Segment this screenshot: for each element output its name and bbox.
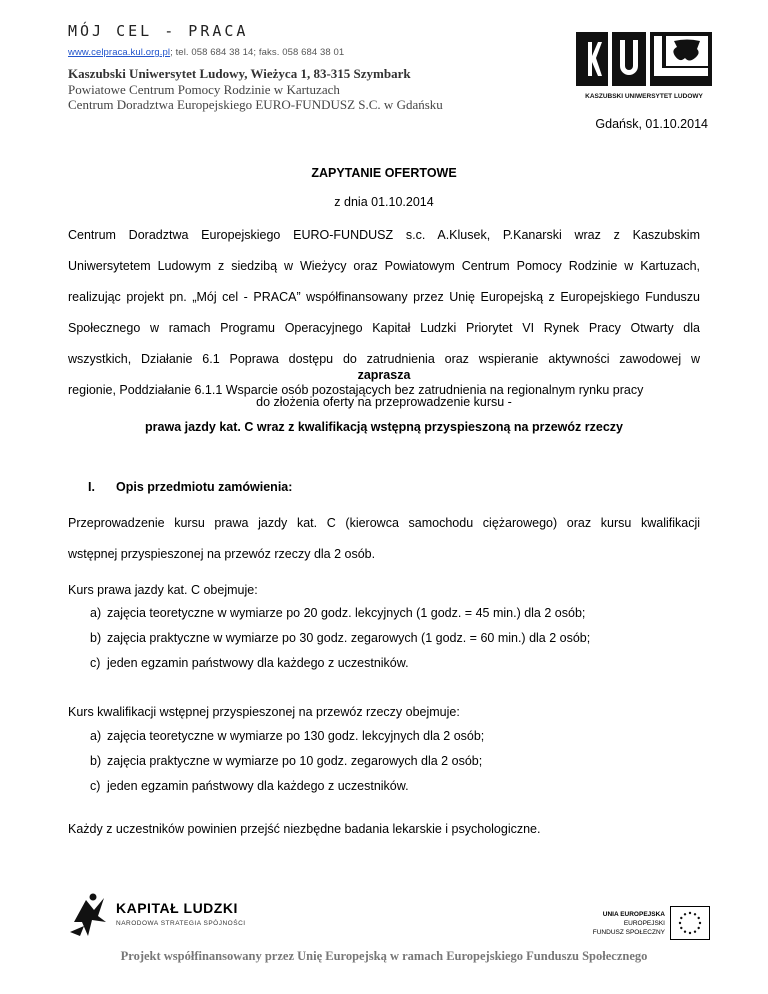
eu-logo-text	[578, 910, 665, 937]
medical-note: Każdy z uczestników powinien przejść niezbędne badania lekarskie i psychologiczne.	[68, 822, 541, 836]
list-item-label: b)	[90, 631, 102, 645]
eu-logo	[578, 906, 713, 940]
list-item	[90, 631, 590, 645]
kul-logo-u-block	[612, 32, 646, 86]
intro-line: realizując projekt pn. „Mój cel - PRACA” współfinansowany przez Unię Europejską z Europejskiego Funduszu	[68, 290, 700, 304]
intro-line: wszystkich, Działanie 6.1 Poprawa dostępu do zatrudnienia oraz wspieranie aktywności zawodowej w	[68, 352, 700, 366]
course-q-heading: Kurs kwalifikacji wstępnej przyspieszonej na przewóz rzeczy obejmuje:	[68, 705, 460, 719]
description-paragraph	[68, 508, 700, 570]
kul-logo-caption: KASZUBSKI UNIWERSYTET LUDOWY	[585, 93, 703, 100]
list-item	[90, 606, 585, 620]
list-item	[90, 729, 484, 743]
list-item-text: zajęcia praktyczne w wymiarze po 30 godz. zegarowych (1 godz. = 60 min.) dla 2 osób;	[107, 631, 591, 645]
website-link[interactable]: www.celpraca.kul.org.pl	[68, 47, 171, 58]
document-subtitle: z dnia 01.10.2014	[334, 195, 434, 209]
footer-note: Projekt współfinansowany przez Unię Europejską w ramach Europejskiego Funduszu Społecznego	[120, 949, 648, 963]
invite-word: zaprasza	[357, 368, 411, 382]
offer-line: do złożenia oferty na przeprowadzenie kursu -	[256, 395, 512, 409]
eu-flag-icon	[670, 906, 710, 940]
list-item-label: a)	[90, 729, 102, 743]
kapital-ludzki-title: KAPITAŁ LUDZKI	[116, 900, 238, 916]
description-line: Przeprowadzenie kursu prawa jazdy kat. C (kierowca samochodu ciężarowego) oraz kursu kwalifikacji	[68, 516, 700, 530]
list-item	[90, 656, 409, 670]
course-title: prawa jazdy kat. C wraz z kwalifikacją wstępną przyspieszoną na przewóz rzeczy	[145, 420, 623, 434]
document-title: ZAPYTANIE OFERTOWE	[311, 166, 457, 180]
kapital-ludzki-logo	[68, 892, 248, 938]
contact-phone-fax: ; tel. 058 684 38 14; faks. 058 684 38 01	[170, 47, 345, 58]
org-line-pcpr: Powiatowe Centrum Pomocy Rodzinie w Kartuzach	[68, 82, 340, 97]
list-item	[90, 754, 482, 768]
list-item-text: zajęcia praktyczne w wymiarze po 10 godz. zegarowych dla 2 osób;	[107, 754, 483, 768]
brand-title: MÓJ CEL - PRACA	[68, 22, 249, 40]
list-item-label: a)	[90, 606, 102, 620]
course-c-heading: Kurs prawa jazdy kat. C obejmuje:	[68, 583, 258, 597]
kapital-ludzki-icon	[68, 892, 108, 938]
contact-line	[68, 47, 344, 58]
eu-line-1: UNIA EUROPEJSKA	[602, 911, 665, 918]
list-item-label: c)	[90, 656, 101, 670]
eu-line-2: EUROPEJSKI	[623, 920, 665, 927]
list-item-text: jeden egzamin państwowy dla każdego z uczestników.	[107, 656, 409, 670]
intro-line: regionie, Poddziałanie 6.1.1 Wsparcie osób pozostających bez zatrudnienia na regionalnym rynku pracy	[68, 383, 644, 397]
section-title: Opis przedmiotu zamówienia:	[116, 480, 293, 494]
org-line-cde: Centrum Doradztwa Europejskiego EURO-FUNDUSZ S.C. w Gdańsku	[68, 97, 443, 112]
list-item-label: c)	[90, 779, 101, 793]
description-line: wstępnej przyspieszonej na przewóz rzeczy dla 2 osób.	[68, 547, 376, 561]
list-item-text: zajęcia teoretyczne w wymiarze po 20 godz. lekcyjnych (1 godz. = 45 min.) dla 2 osób;	[107, 606, 586, 620]
intro-line: Uniwersytetem Ludowym z siedzibą w Wieżycy oraz Powiatowym Centrum Pomocy Rodzinie w Kartuzach,	[68, 259, 700, 273]
section-number: I.	[88, 480, 95, 494]
list-item	[90, 779, 409, 793]
document-date: Gdańsk, 01.10.2014	[595, 117, 708, 131]
org-line-kul: Kaszubski Uniwersytet Ludowy, Wieżyca 1, 83-315 Szymbark	[68, 66, 411, 81]
list-item-text: zajęcia teoretyczne w wymiarze po 130 godz. lekcyjnych dla 2 osób;	[107, 729, 485, 743]
list-item-label: b)	[90, 754, 102, 768]
intro-line: Społecznego w ramach Programu Operacyjnego Kapitał Ludzki Priorytet VI Rynek Pracy Otwarty dla	[68, 321, 700, 335]
kapital-ludzki-subtitle: NARODOWA STRATEGIA SPÓJNOŚCI	[116, 920, 246, 927]
list-item-text: jeden egzamin państwowy dla każdego z uczestników.	[107, 779, 409, 793]
eu-line-3: FUNDUSZ SPOŁECZNY	[592, 929, 665, 936]
intro-line: Centrum Doradztwa Europejskiego EURO-FUNDUSZ s.c. A.Klusek, P.Kanarski wraz z Kaszubskim	[68, 228, 700, 242]
kul-logo	[576, 32, 712, 104]
